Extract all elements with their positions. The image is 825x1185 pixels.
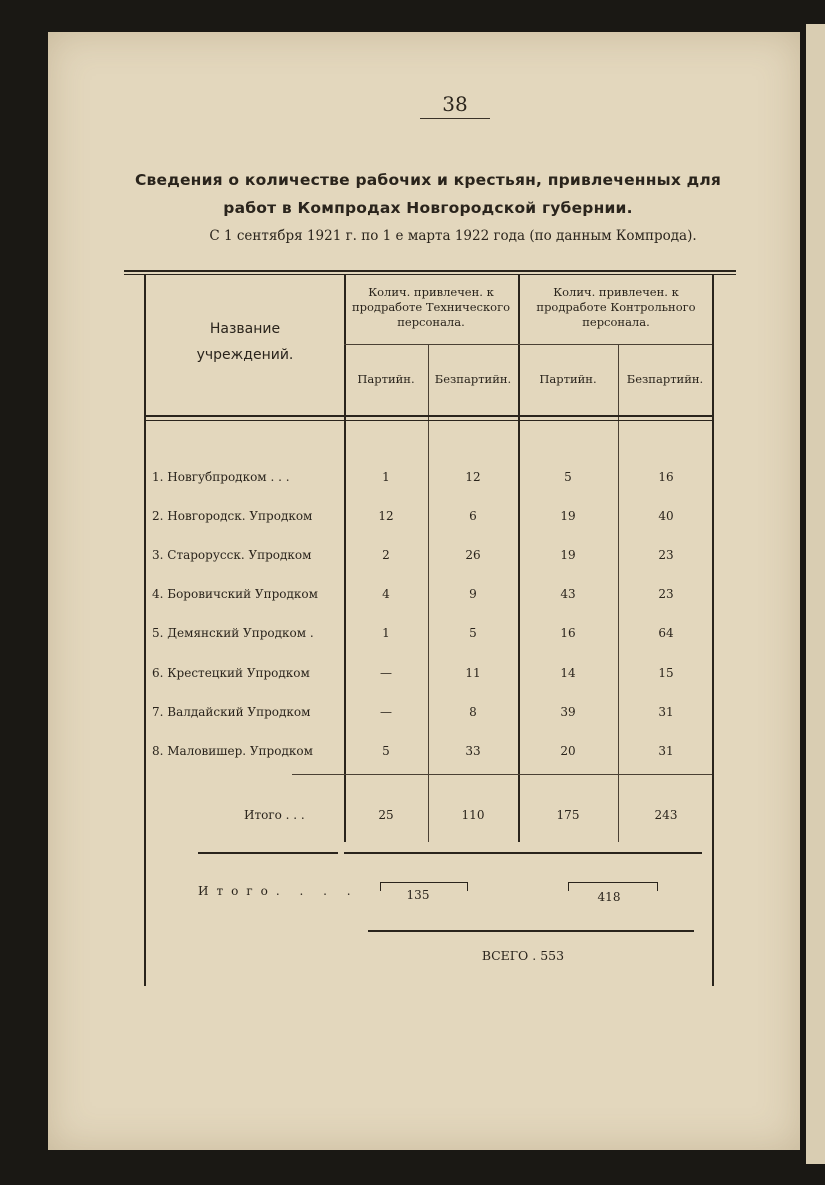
row-value: 33 (465, 744, 481, 758)
page-subtitle: С 1 сентября 1921 г. по 1 е марта 1922 года (по данным Компрода). (209, 228, 697, 244)
header-name-col: Название учреждений. (196, 321, 294, 363)
itogo-value: 25 (378, 808, 394, 822)
row-name: 8. Маловишер. Упродком (152, 744, 313, 758)
row-value: — (380, 666, 392, 680)
row-value: 9 (469, 587, 477, 601)
row-value: 5 (469, 626, 477, 640)
total-rule (368, 930, 694, 932)
header-bottom-rule-2 (144, 420, 712, 421)
row-value: — (380, 705, 392, 719)
row-name: 4. Боровичский Упродком (152, 587, 318, 601)
row-value: 8 (469, 705, 477, 719)
title-line-1: Сведения о количестве рабочих и крестьян, привлеченных для (134, 171, 722, 189)
table-top-rule-thin (124, 274, 736, 275)
row-value: 26 (465, 548, 481, 562)
grand-sum-technical: 135 (406, 888, 430, 902)
table-top-rule (124, 270, 736, 272)
table-row (48, 666, 800, 686)
row-value: 39 (560, 705, 576, 719)
header-party-2: Партийн. (539, 372, 597, 386)
table-row (48, 509, 800, 529)
page-title (108, 166, 748, 222)
row-value: 23 (658, 548, 674, 562)
table-row (48, 626, 800, 646)
itogo-bottom-rule-right (344, 852, 702, 854)
itogo-top-rule (292, 774, 712, 775)
page-number: 38 (420, 92, 490, 119)
table-row (48, 705, 800, 725)
row-value: 15 (658, 666, 674, 680)
grand-sum-control: 418 (597, 890, 621, 904)
grand-itogo-label: Итого. . . . (198, 884, 359, 898)
grand-total: ВСЕГО . 553 (481, 948, 565, 963)
row-value: 64 (658, 626, 674, 640)
itogo-label: Итого . . . (244, 808, 305, 822)
row-value: 43 (560, 587, 576, 601)
adjacent-page-edge (806, 24, 825, 1164)
header-nonparty-1: Безпартийн. (434, 372, 512, 386)
row-value: 16 (658, 470, 674, 484)
header-nonparty-2: Безпартийн. (626, 372, 704, 386)
row-name: 5. Демянский Упродком . (152, 626, 314, 640)
row-value: 20 (560, 744, 576, 758)
row-value: 31 (658, 744, 674, 758)
row-value: 12 (378, 509, 394, 523)
itogo-value: 110 (461, 808, 485, 822)
table-row (48, 587, 800, 607)
row-name: 2. Новгородск. Упродком (152, 509, 313, 523)
row-value: 19 (560, 509, 576, 523)
title-line-2: работ в Компродах Новгородской губернии. (223, 199, 633, 217)
document-page (48, 32, 800, 1150)
table-row (48, 548, 800, 568)
row-value: 2 (382, 548, 390, 562)
table-row (48, 470, 800, 490)
header-group-technical: Колич. привлечен. к продработе Технического персонала. (351, 285, 511, 329)
row-value: 1 (382, 470, 390, 484)
row-name: 7. Валдайский Упродком (152, 705, 311, 719)
group-header-rule (344, 344, 712, 345)
row-value: 31 (658, 705, 674, 719)
itogo-value: 175 (556, 808, 580, 822)
row-value: 12 (465, 470, 481, 484)
header-bottom-rule (144, 415, 712, 417)
row-name: 6. Крестецкий Упродком (152, 666, 310, 680)
row-name: 3. Старорусск. Упродком (152, 548, 312, 562)
itogo-value: 243 (654, 808, 678, 822)
row-value: 14 (560, 666, 576, 680)
row-value: 19 (560, 548, 576, 562)
table-row (48, 744, 800, 764)
itogo-bottom-rule-left (198, 852, 338, 854)
row-name: 1. Новгубпродком . . . (152, 470, 290, 484)
itogo-row (48, 808, 800, 828)
row-value: 5 (382, 744, 390, 758)
row-value: 16 (560, 626, 576, 640)
row-value: 6 (469, 509, 477, 523)
row-value: 23 (658, 587, 674, 601)
row-value: 4 (382, 587, 390, 601)
row-value: 40 (658, 509, 674, 523)
row-value: 1 (382, 626, 390, 640)
header-group-control: Колич. привлечен. к продработе Контрольного персонала. (536, 285, 696, 329)
header-party-1: Партийн. (357, 372, 415, 386)
row-value: 5 (564, 470, 572, 484)
row-value: 11 (465, 666, 481, 680)
